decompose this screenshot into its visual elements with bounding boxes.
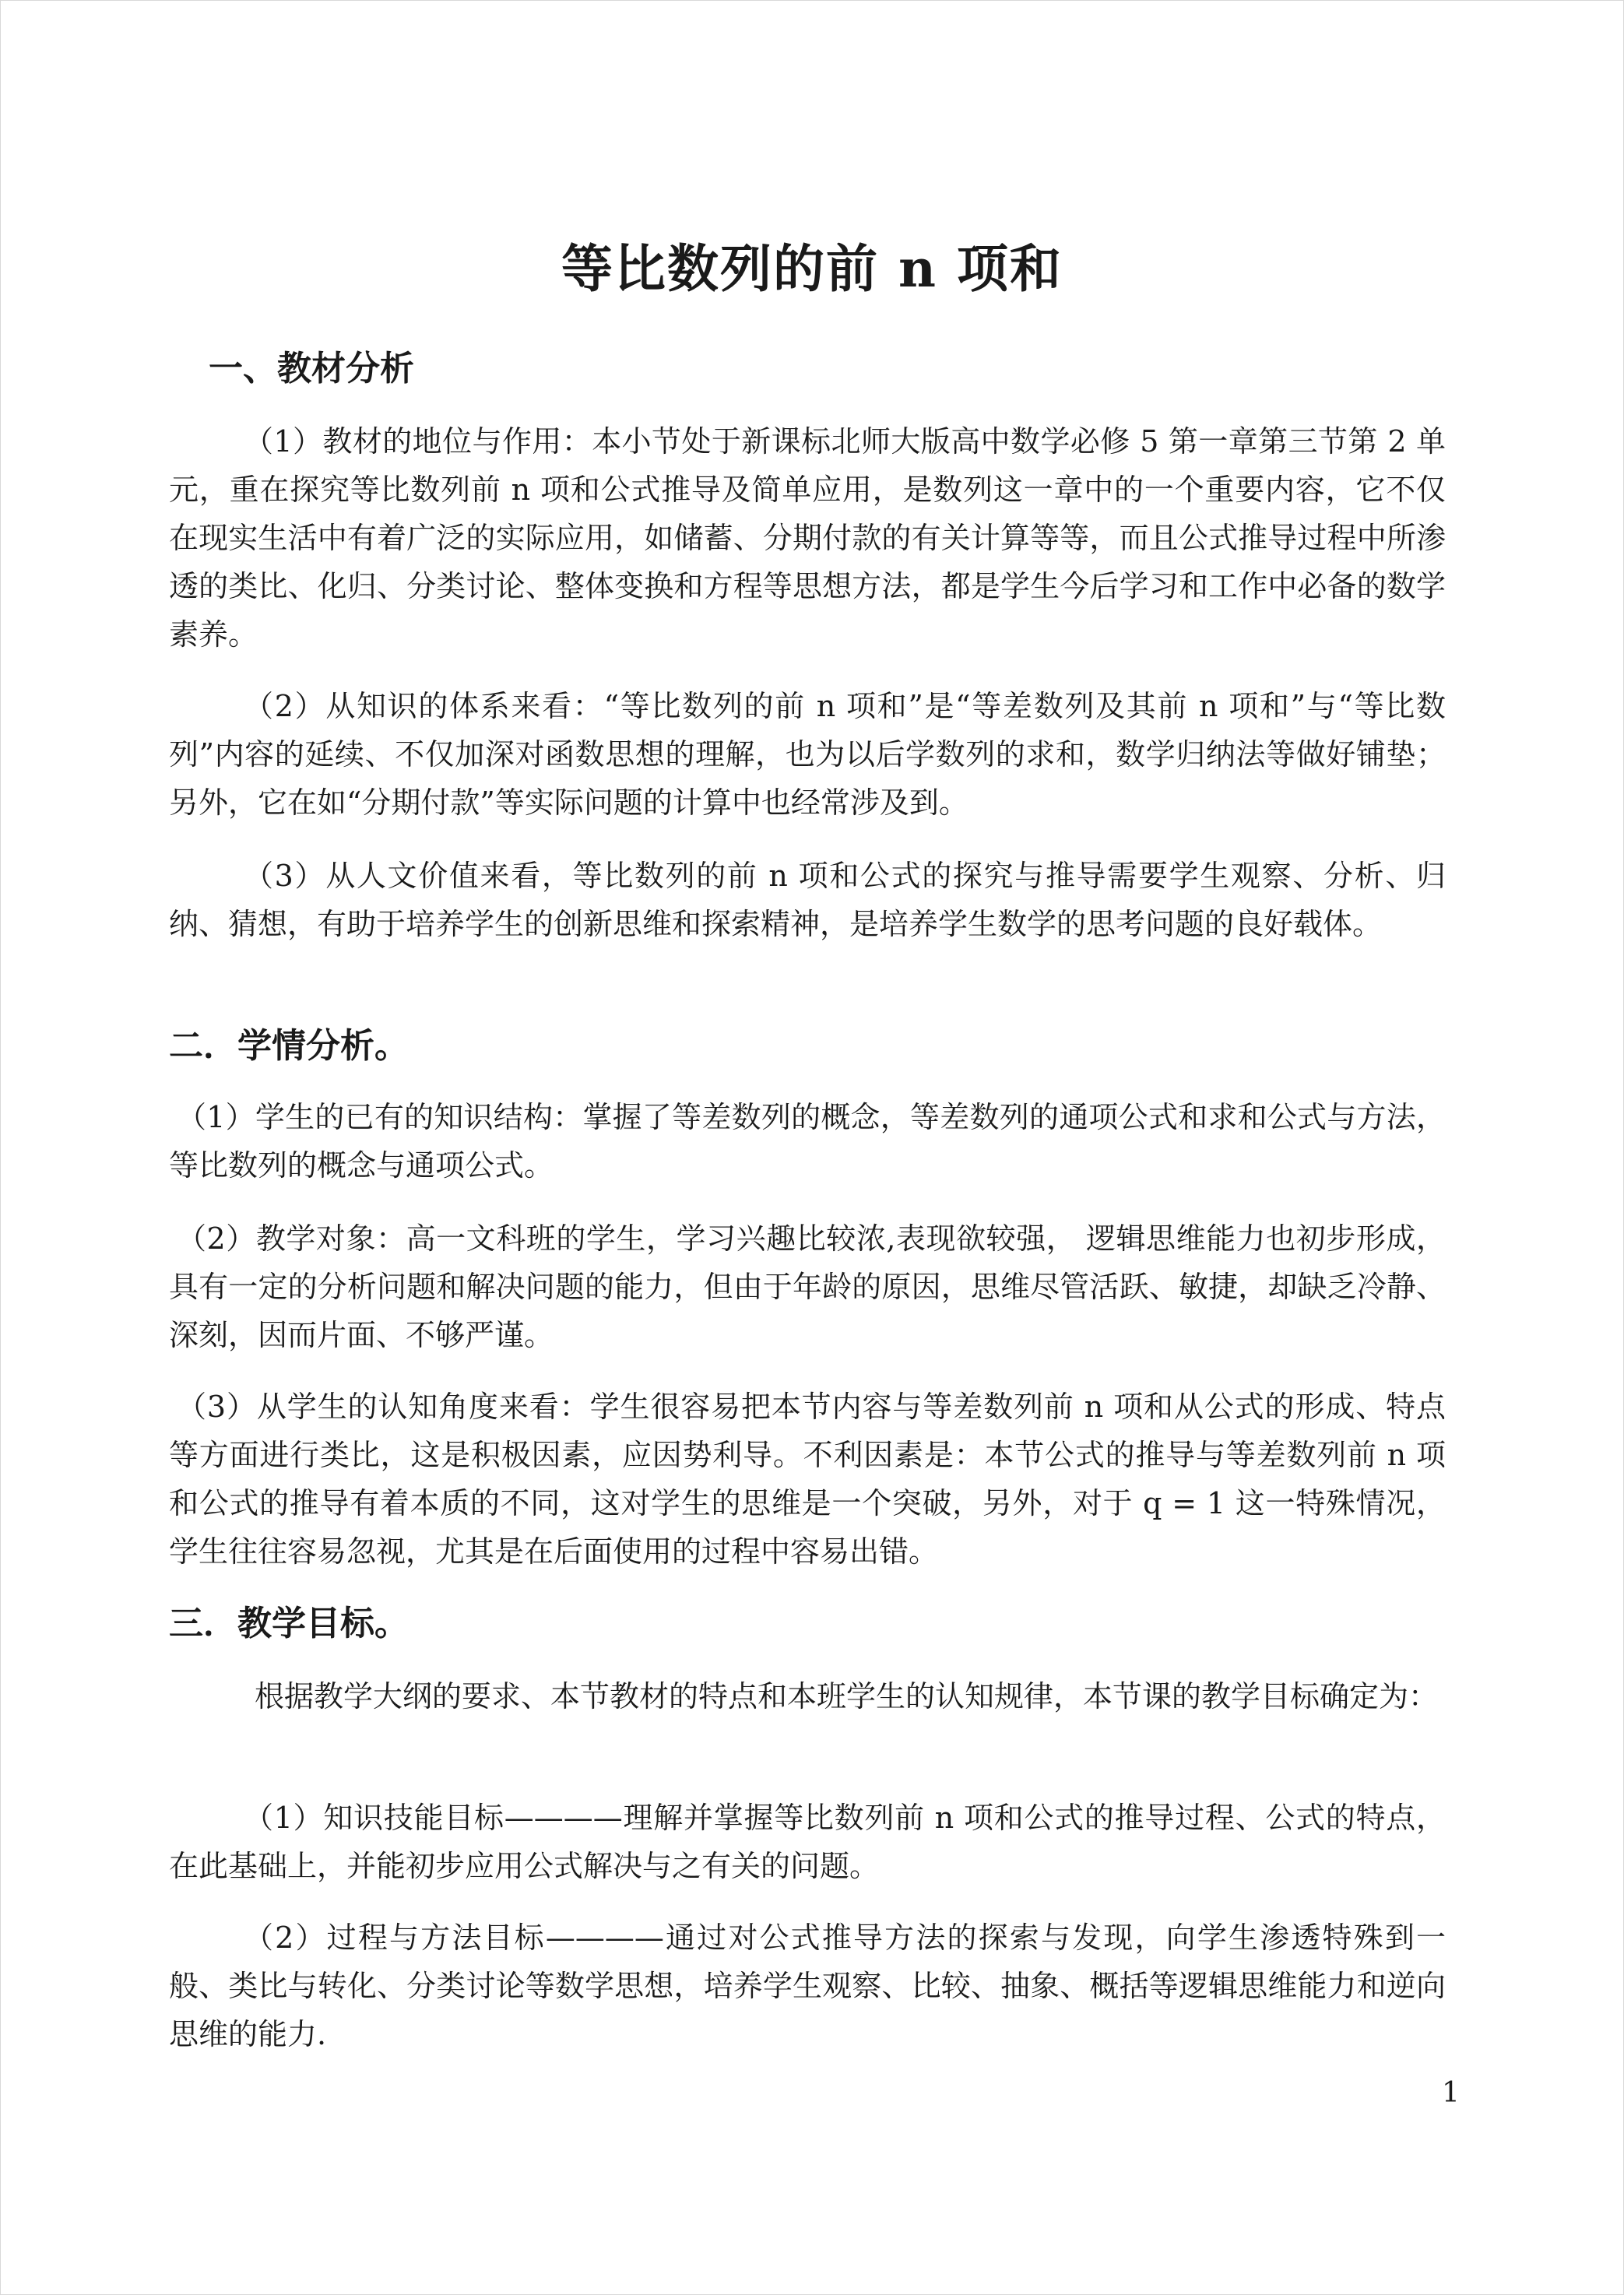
- paragraph-2-3: （3）从学生的认知角度来看：学生很容易把本节内容与等差数列前 n 项和从公式的形成、特点等方面进行类比，这是积极因素，应因势利导。不利因素是：本节公式的推导与等差数列前 n 项和公式的推导有着本质的不同，这对学生的思维是一个突破，另外，对于 q = 1 这一特殊情况，学生往往容易忽视，尤其是在后面使用的过程中容易出错。: [169, 1390, 1446, 1569]
- document-title: 等比数列的前 n 项和: [561, 238, 1063, 299]
- paragraph-1-3: （3）从人文价值来看，等比数列的前 n 项和公式的探究与推导需要学生观察、分析、归纳、猜想，有助于培养学生的创新思维和探索精神，是培养学生数学的思考问题的良好载体。: [169, 859, 1446, 941]
- section-heading-2: 二．学情分析。: [169, 1026, 409, 1066]
- paragraph-3-3: （2）过程与方法目标————通过对公式推导方法的探索与发现，向学生渗透特殊到一般、类比与转化、分类讨论等数学思想，培养学生观察、比较、抽象、概括等逻辑思维能力和逆向思维的能力.: [169, 1921, 1446, 2051]
- paragraph-2-1: （1）学生的已有的知识结构：掌握了等差数列的概念，等差数列的通项公式和求和公式与方法，等比数列的概念与通项公式。: [169, 1100, 1446, 1183]
- section-heading-1: 一、教材分析: [209, 349, 414, 388]
- paragraph-1-2: （2）从知识的体系来看：“等比数列的前 n 项和”是“等差数列及其前 n 项和”与“等比数列”内容的延续、不仅加深对函数思想的理解，也为以后学数列的求和，数学归纳法等做好铺垫；另外，它在如“分期付款”等实际问题的计算中也经常涉及到。: [169, 689, 1446, 820]
- page-number: 1: [1442, 2077, 1460, 2109]
- paragraph-3-2: （1）知识技能目标————理解并掌握等比数列前 n 项和公式的推导过程、公式的特点，在此基础上，并能初步应用公式解决与之有关的问题。: [169, 1801, 1446, 1883]
- section-heading-3: 三．教学目标。: [169, 1604, 409, 1643]
- paragraph-3-1: 根据教学大纲的要求、本节教材的特点和本班学生的认知规律，本节课的教学目标确定为：: [255, 1679, 1439, 1713]
- paragraph-1-1: （1）教材的地位与作用：本小节处于新课标北师大版高中数学必修 5 第一章第三节第 2 单元，重在探究等比数列前 n 项和公式推导及简单应用，是数列这一章中的一个重要内容，它不仅在现实生活中有着广泛的实际应用，如储蓄、分期付款的有关计算等等，而且公式推导过程中所渗透的类比、化归、分类讨论、整体变换和方程等思想方法，都是学生今后学习和工作中必备的数学素养。: [169, 424, 1446, 652]
- paragraph-2-2: （2）教学对象：高一文科班的学生，学习兴趣比较浓,表现欲较强， 逻辑思维能力也初步形成，具有一定的分析问题和解决问题的能力，但由于年龄的原因，思维尽管活跃、敏捷，却缺乏冷静、深刻，因而片面、不够严谨。: [169, 1221, 1446, 1352]
